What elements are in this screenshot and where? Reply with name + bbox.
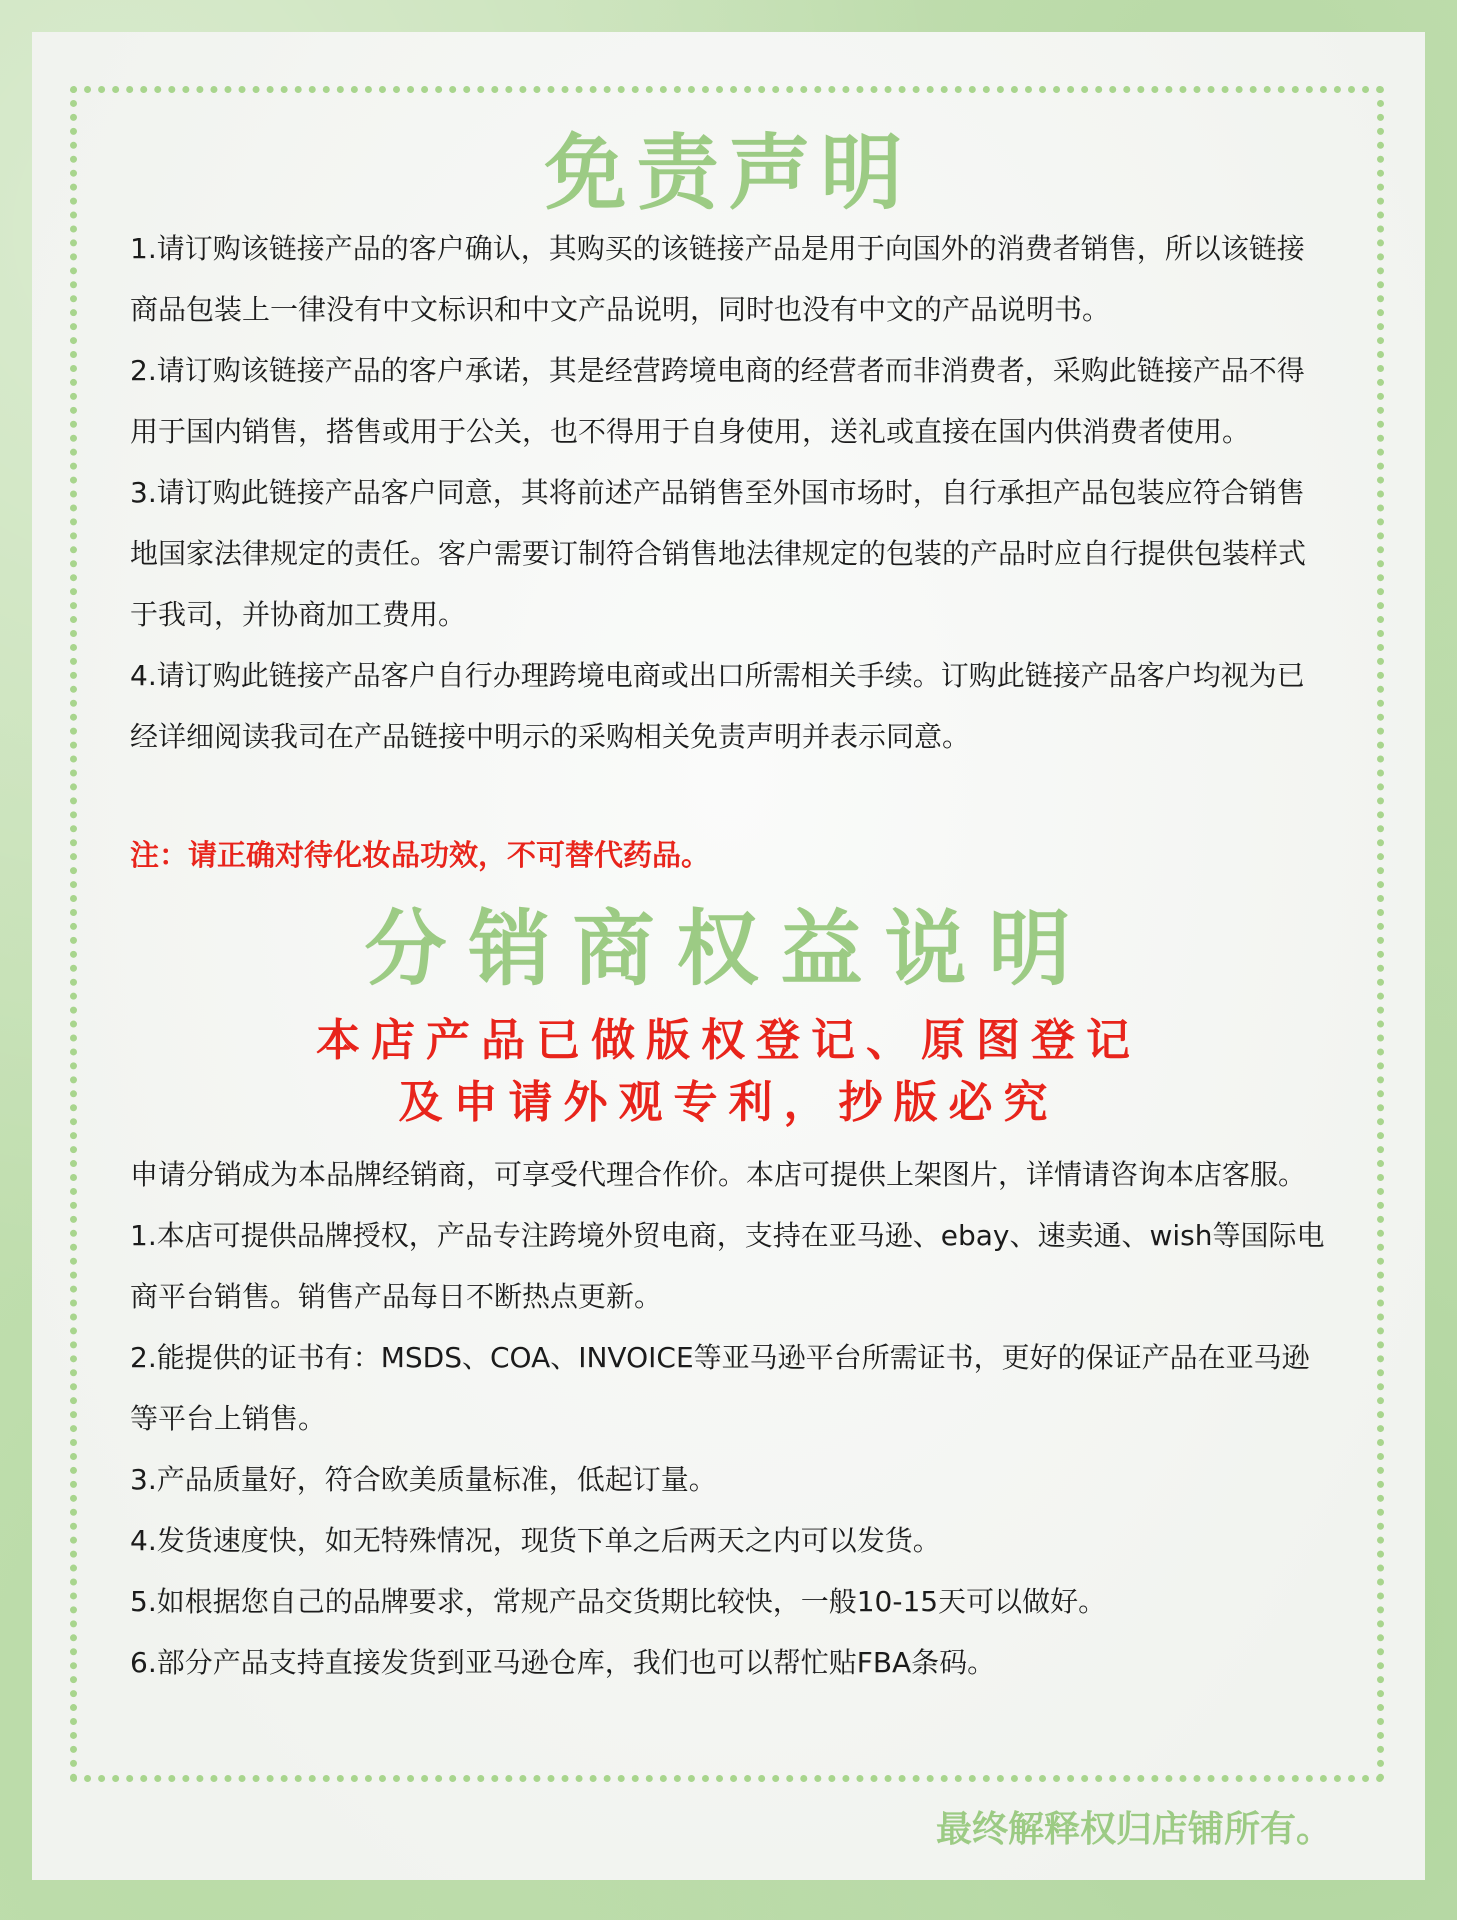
disclaimer-body: [130, 218, 1330, 767]
distributor-item-5: 5.如根据您自己的品牌要求，常规产品交货期比较快，一般10-15天可以做好。: [130, 1585, 1107, 1618]
distributor-body: [130, 1144, 1330, 1693]
disclaimer-paragraph-1: 1.请订购该链接产品的客户确认，其购买的该链接产品是用于向国外的消费者销售，所以该链接商品包装上一律没有中文标识和中文产品说明，同时也没有中文的产品说明书。: [130, 232, 1305, 326]
cosmetics-warning-note: 注：请正确对待化妆品功效，不可替代药品。: [130, 838, 711, 872]
distributor-item-2: 2.能提供的证书有：MSDS、COA、INVOICE等亚马逊平台所需证书，更好的保证产品在亚马逊等平台上销售。: [130, 1341, 1310, 1435]
distributor-item-3: 3.产品质量好，符合欧美质量标准，低起订量。: [130, 1463, 717, 1496]
distributor-intro: 申请分销成为本品牌经销商，可享受代理合作价。本店可提供上架图片，详情请咨询本店客服。: [130, 1158, 1307, 1191]
distributor-item-6: 6.部分产品支持直接发货到亚马逊仓库，我们也可以帮忙贴FBA条码。: [130, 1646, 996, 1679]
final-interpretation-footer: 最终解释权归店铺所有。: [935, 1809, 1332, 1850]
distributor-item-1: 1.本店可提供品牌授权，产品专注跨境外贸电商，支持在亚马逊、ebay、速卖通、wish等国际电商平台销售。销售产品每日不断热点更新。: [130, 1219, 1325, 1313]
copyright-notice-line-2: 及申请外观专利，抄版必究: [398, 1077, 1059, 1128]
disclaimer-title: 免责声明: [544, 126, 913, 221]
disclaimer-paragraph-2: 2.请订购该链接产品的客户承诺，其是经营跨境电商的经营者而非消费者，采购此链接产品不得用于国内销售，搭售或用于公关，也不得用于自身使用，送礼或直接在国内供消费者使用。: [130, 354, 1305, 448]
disclaimer-paragraph-3: 3.请订购此链接产品客户同意，其将前述产品销售至外国市场时，自行承担产品包装应符合销售地国家法律规定的责任。客户需要订制符合销售地法律规定的包装的产品时应自行提供包装样式于我司，并协商加工费用。: [130, 476, 1307, 631]
distributor-item-4: 4.发货速度快，如无特殊情况，现货下单之后两天之内可以发货。: [130, 1524, 941, 1557]
distributor-title: 分销商权益说明: [364, 902, 1093, 997]
disclaimer-paragraph-4: 4.请订购此链接产品客户自行办理跨境电商或出口所需相关手续。订购此链接产品客户均视为已经详细阅读我司在产品链接中明示的采购相关免责声明并表示同意。: [130, 659, 1305, 753]
copyright-notice-line-1: 本店产品已做版权登记、原图登记: [316, 1015, 1141, 1066]
